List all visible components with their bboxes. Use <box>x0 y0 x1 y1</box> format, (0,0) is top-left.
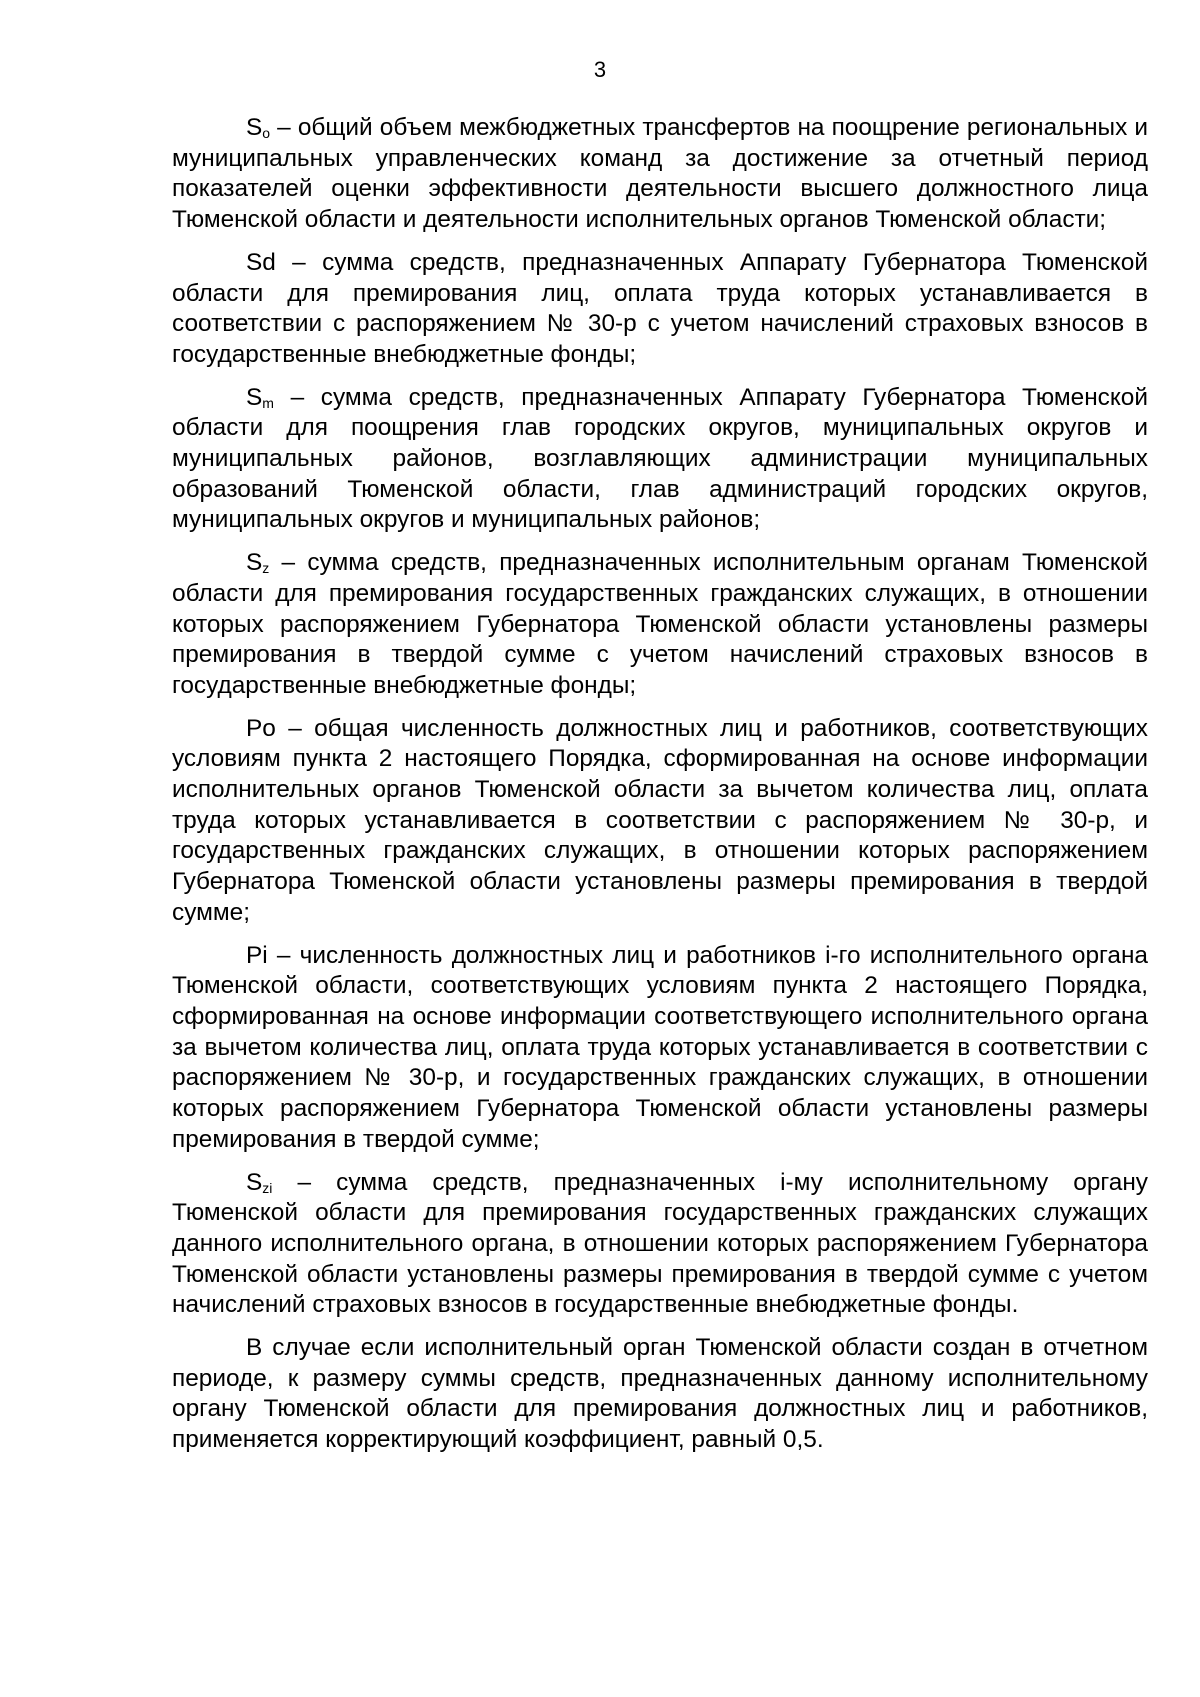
definition-text: – общая численность должностных лиц и работников, соответствующих условиям пункта 2 настоящего Порядка, сформированная на основе информации исполнительных органов Тюменской области за вычетом количества лиц, оплата труда которых устанавливается в соответствии с распоряжением № 30-р, и государственных гражданских служащих, в отношении которых распоряжением Губернатора Тюменской области установлены размеры премирования в твердой сумме; <box>172 714 1148 926</box>
term-symbol: Sd <box>246 248 276 276</box>
term-symbol: Pi <box>246 941 268 969</box>
definition-sm <box>172 383 1148 537</box>
definition-text: – общий объем межбюджетных трансфертов на поощрение региональных и муниципальных управленческих команд за достижение за отчетный период показателей оценки эффективности деятельности высшего должностного лица Тюменской области и деятельности исполнительных органов Тюменской области; <box>172 114 1148 234</box>
definition-so <box>172 113 1148 236</box>
paragraph-text: В случае если исполнительный орган Тюменской области создан в отчетном периоде, к размеру суммы средств, предназначенных данному исполнительному органу Тюменской области для премирования должностных лиц и работников, применяется корректирующий коэффициент, равный 0,5. <box>172 1334 1148 1454</box>
definition-szi <box>172 1168 1148 1322</box>
term-symbol: Po <box>246 714 276 742</box>
definition-sd <box>172 248 1148 371</box>
correction-coefficient-paragraph <box>172 1333 1148 1456</box>
term-symbol: $S_m$ <box>246 383 274 411</box>
definition-sz <box>172 548 1148 702</box>
term-symbol: $S_z$ <box>246 549 270 577</box>
definition-text: – сумма средств, предназначенных Аппарату Губернатора Тюменской области для поощрения глав городских округов, муниципальных округов и муниципальных районов, возглавляющих администрации муниципальных образований Тюменской области, глав администраций городских округов, муниципальных округов и муниципальных районов; <box>172 383 1148 534</box>
definition-po <box>172 714 1148 929</box>
definition-pi <box>172 941 1148 1156</box>
term-symbol: $S_o$ <box>246 114 271 141</box>
document-body <box>172 113 1148 1468</box>
definition-text: – сумма средств, предназначенных i-му исполнительному органу Тюменской области для премирования государственных гражданских служащих данного исполнительного органа, в отношении которых распоряжением Губернатора Тюменской области установлены размеры премирования в твердой сумме с учетом начислений страховых взносов в государственные внебюджетные фонды. <box>172 1168 1148 1319</box>
definition-text: – сумма средств, предназначенных исполнительным органам Тюменской области для премирования государственных гражданских служащих, в отношении которых распоряжением Губернатора Тюменской области установлены размеры премирования в твердой сумме с учетом начислений страховых взносов в государственные внебюджетные фонды; <box>172 549 1148 699</box>
definition-text: – сумма средств, предназначенных Аппарату Губернатора Тюменской области для премирования лиц, оплата труда которых устанавливается в соответствии с распоряжением № 30-р с учетом начислений страховых взносов в государственные внебюджетные фонды; <box>172 248 1148 368</box>
page-number: 3 <box>593 57 607 82</box>
definition-text: – численность должностных лиц и работников i-го исполнительного органа Тюменской области, соответствующих условиям пункта 2 настоящего Порядка, сформированная на основе информации соответствующего исполнительного органа за вычетом количества лиц, оплата труда которых устанавливается в соответствии с распоряжением № 30-р, и государственных гражданских служащих, в отношении которых распоряжением Губернатора Тюменской области установлены размеры премирования в твердой сумме; <box>172 941 1148 1153</box>
term-symbol: $S_{zi}$ <box>246 1168 273 1196</box>
